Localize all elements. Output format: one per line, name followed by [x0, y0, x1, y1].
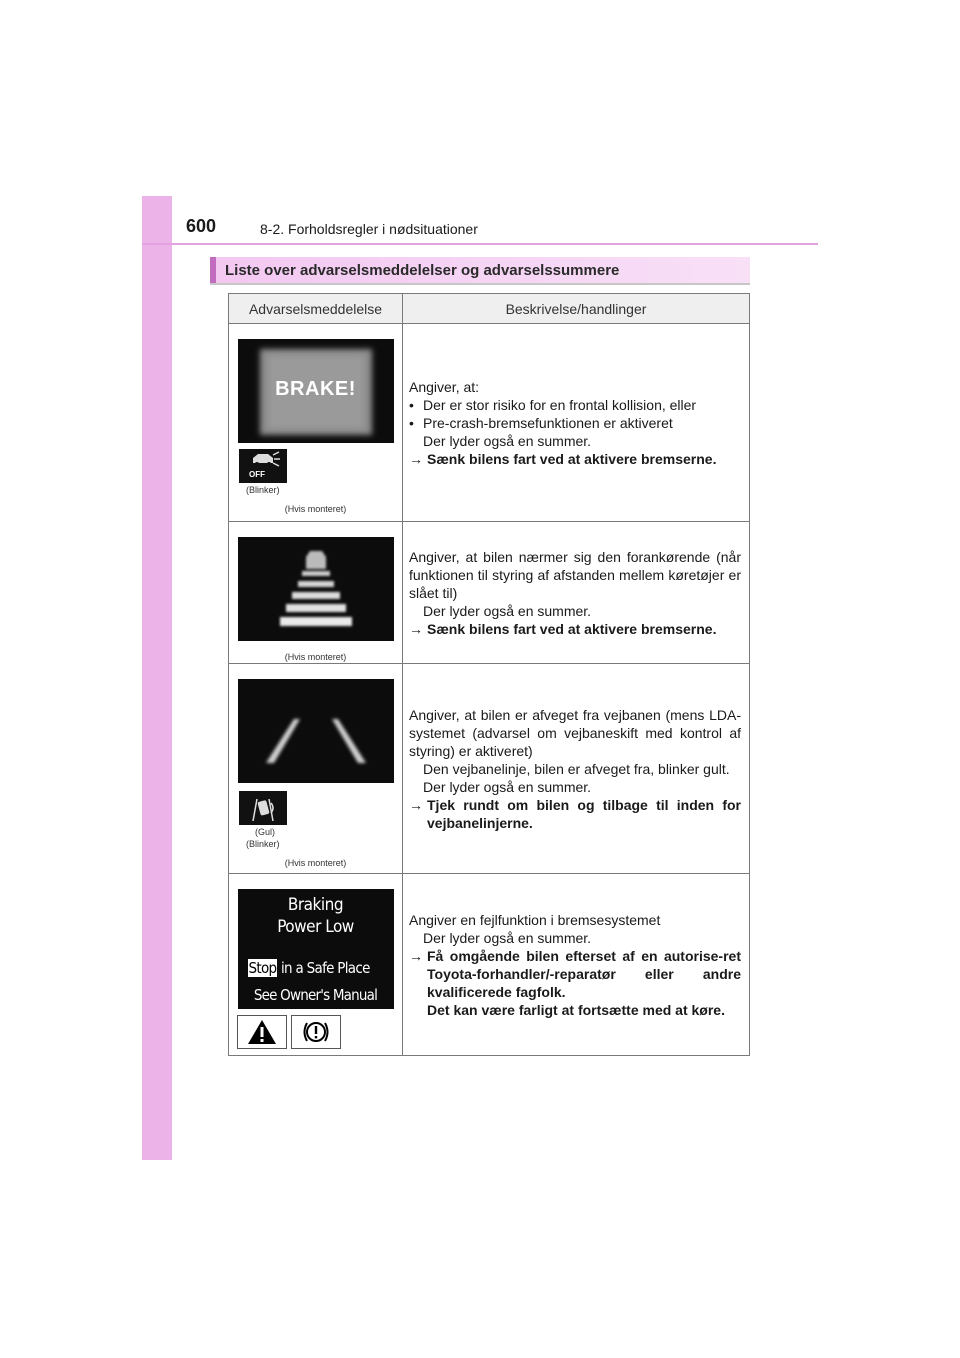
- description-action: [409, 620, 741, 638]
- master-warning-indicator: [237, 1015, 287, 1049]
- brake-display-text: BRAKE!: [275, 378, 356, 400]
- description-bullet: [409, 396, 741, 414]
- description-intro: Angiver, at:: [409, 378, 480, 395]
- description-note: Den vejbanelinje, bilen er afveget fra, blinker gult.: [423, 760, 730, 777]
- approach-display-screen: [238, 537, 394, 641]
- action-text: Sænk bilens fart ved at aktivere bremserne.: [427, 450, 717, 467]
- screen-line-2: Power Low: [277, 917, 354, 937]
- indicator-caption-blink: (Blinker): [246, 839, 280, 849]
- bullet-text: Der er stor risiko for en frontal kollision, eller: [423, 396, 697, 413]
- lda-car-icon: [239, 791, 287, 825]
- message-image-cell: [229, 664, 403, 874]
- brake-circle-icon: [301, 1019, 331, 1045]
- message-image-cell: [229, 324, 403, 522]
- message-image-cell: [229, 522, 403, 664]
- indicator-caption: (Blinker): [246, 485, 280, 495]
- pcs-off-indicator: [239, 449, 287, 483]
- brake-display-screen: [238, 339, 394, 443]
- braking-power-screen: [238, 889, 394, 1009]
- description-cell: [403, 874, 750, 1056]
- fitted-note: (Hvis monteret): [284, 652, 347, 662]
- stop-highlight: Stop: [248, 959, 277, 977]
- lda-indicator: [239, 791, 287, 825]
- action-text: Tjek rundt om bilen og tilbage til inden for vejbanelinjerne.: [427, 796, 741, 831]
- action-text: Få omgående bilen efterset af en autorise-ret Toyota-forhandler/-reparatør eller andre kvalificerede fagfolk.: [427, 947, 741, 1000]
- warning-lights: [237, 1015, 402, 1049]
- safe-place-text: in a Safe Place: [280, 959, 370, 977]
- table-row: [229, 324, 750, 522]
- pcs-off-label: OFF: [249, 470, 265, 479]
- table-row: [229, 664, 750, 874]
- description-action: [409, 796, 741, 832]
- arrow-icon: →: [409, 947, 423, 964]
- header-rule: [142, 243, 818, 245]
- column-header-message: Advarselsmeddelelse: [229, 294, 403, 324]
- description-action: [409, 450, 741, 468]
- lane-lines-icon: [238, 679, 394, 783]
- warning-table: [228, 293, 750, 1056]
- bullet-glyph: •: [409, 396, 414, 413]
- description-intro: Angiver, at bilen nærmer sig den forankørende (når funktionen til styring af afstanden mellem køretøjer er slået til): [409, 548, 741, 601]
- description-note: Der lyder også en summer.: [423, 778, 592, 795]
- bullet-text: Pre-crash-bremsefunktionen er aktiveret: [423, 414, 673, 431]
- section-underline: [210, 283, 750, 285]
- fitted-note: (Hvis monteret): [284, 504, 347, 514]
- description-cell: [403, 522, 750, 664]
- description-cell: [403, 664, 750, 874]
- brake-warning-indicator: [291, 1015, 341, 1049]
- message-image-cell: [229, 874, 403, 1056]
- description-note: Der lyder også en summer.: [423, 432, 592, 449]
- arrow-icon: →: [409, 796, 423, 813]
- screen-line-3: [248, 959, 370, 977]
- arrow-icon: →: [409, 450, 423, 467]
- chapter-heading: 8-2. Forholdsregler i nødsituationer: [260, 221, 478, 237]
- description-note: Der lyder også en summer.: [423, 929, 592, 946]
- approach-car-icon: [238, 537, 394, 641]
- table-row: [229, 874, 750, 1056]
- description-cell: [403, 324, 750, 522]
- side-tab-bar: [142, 196, 172, 1160]
- warning-triangle-icon: [247, 1019, 277, 1045]
- table-header-row: [229, 294, 750, 324]
- description-note: Der lyder også en summer.: [423, 602, 592, 619]
- lane-departure-screen: [238, 679, 394, 783]
- indicator-caption-color: (Gul): [255, 827, 275, 837]
- page-number: 600: [186, 216, 217, 236]
- section-title: Liste over advarselsmeddelelser og advarselssummere: [210, 257, 750, 283]
- description-intro: Angiver, at bilen er afveget fra vejbanen (mens LDA-systemet (advarsel om vejbaneskift med kontrol af styring) er aktiveret): [409, 706, 741, 759]
- table-row: [229, 522, 750, 664]
- bullet-glyph: •: [409, 414, 414, 431]
- description-action: [409, 947, 741, 1001]
- fitted-note: (Hvis monteret): [284, 858, 347, 868]
- description-bullet: [409, 414, 741, 432]
- action-text: Sænk bilens fart ved at aktivere bremserne.: [427, 620, 717, 637]
- screen-line-4: See Owner's Manual: [253, 986, 378, 1004]
- description-action-cont: Det kan være farligt at fortsætte med at køre.: [427, 1001, 725, 1018]
- arrow-icon: →: [409, 620, 423, 637]
- screen-line-1: Braking: [287, 895, 344, 915]
- column-header-description: Beskrivelse/handlinger: [403, 294, 750, 324]
- description-intro: Angiver en fejlfunktion i bremsesystemet: [409, 911, 661, 928]
